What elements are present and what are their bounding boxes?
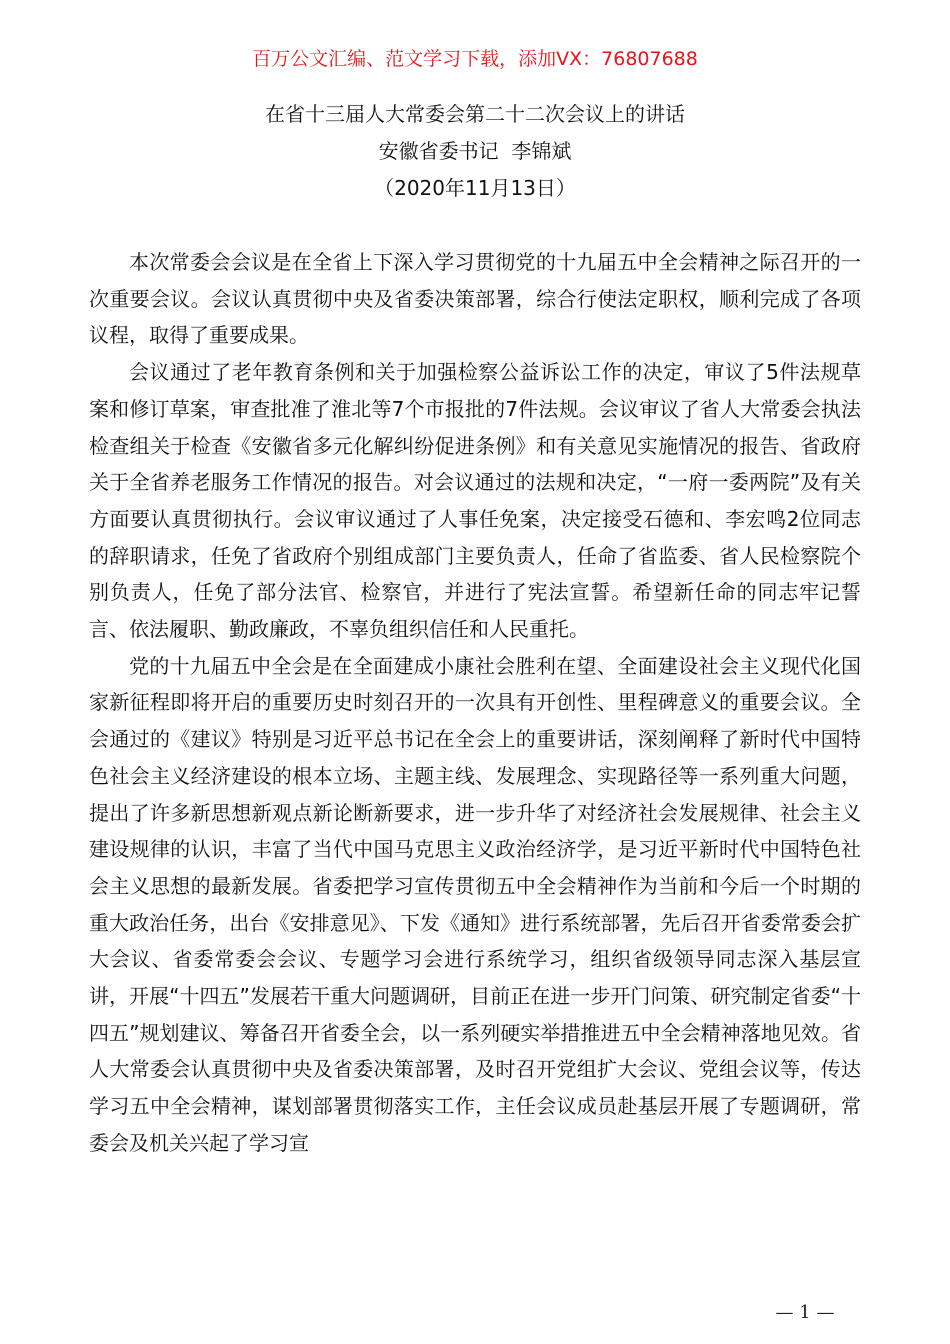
body-paragraph: 本次常委会会议是在全省上下深入学习贯彻党的十九届五中全会精神之际召开的一次重要会议。会议认真贯彻中央及省委决策部署，综合行使法定职权，顺利完成了各项议程，取得了重要成果。: [89, 250, 861, 348]
title-block: [0, 96, 950, 207]
page-number: — 1 —: [775, 1302, 835, 1323]
document-author: 安徽省委书记 李锦斌: [378, 139, 572, 163]
body-paragraph: 会议通过了老年教育条例和关于加强检察公益诉讼工作的决定，审议了5件法规草案和修订草案，审查批准了淮北等7个市报批的7件法规。会议审议了省人大常委会执法检查组关于检查《安徽省多元化解纠纷促进条例》和有关意见实施情况的报告、省政府关于全省养老服务工作情况的报告。对会议通过的法规和决定，“一府一委两院”及有关方面要认真贯彻执行。会议审议通过了人事任免案，决定接受石德和、李宏鸣2位同志的辞职请求，任免了省政府个别组成部门主要负责人，任命了省监委、省人民检察院个别负责人，任免了部分法官、检察官，并进行了宪法宣誓。希望新任命的同志牢记誓言、依法履职、勤政廉政，不辜负组织信任和人民重托。: [89, 360, 861, 642]
document-title: 在省十三届人大常委会第二十二次会议上的讲话: [265, 102, 685, 126]
body-paragraph: 党的十九届五中全会是在全面建成小康社会胜利在望、全面建设社会主义现代化国家新征程即将开启的重要历史时刻召开的一次具有开创性、里程碑意义的重要会议。全会通过的《建议》特别是习近平总书记在全会上的重要讲话，深刻阐释了新时代中国特色社会主义经济建设的根本立场、主题主线、发展理念、实现路径等一系列重大问题，提出了许多新思想新观点新论断新要求，进一步升华了对经济社会发展规律、社会主义建设规律的认识，丰富了当代中国马克思主义政治经济学，是习近平新时代中国特色社会主义思想的最新发展。省委把学习宣传贯彻五中全会精神作为当前和今后一个时期的重大政治任务，出台《安排意见》、下发《通知》进行系统部署，先后召开省委常委会扩大会议、省委常委会会议、专题学习会进行系统学习，组织省级领导同志深入基层宣讲，开展“十四五”发展若干重大问题调研，目前正在进一步开门问策、研究制定省委“十四五”规划建议、筹备召开省委全会，以一系列硬实举措推进五中全会精神落地见效。省人大常委会认真贯彻中央及省委决策部署，及时召开党组扩大会议、党组会议等，传达学习五中全会精神，谋划部署贯彻落实工作，主任会议成员赴基层开展了专题调研，常委会及机关兴起了学习宣: [89, 653, 861, 1155]
promo-banner: 百万公文汇编、范文学习下载，添加VX：76807688: [252, 48, 698, 70]
document-body: [89, 244, 861, 1162]
document-date: （2020年11月13日）: [374, 176, 576, 200]
